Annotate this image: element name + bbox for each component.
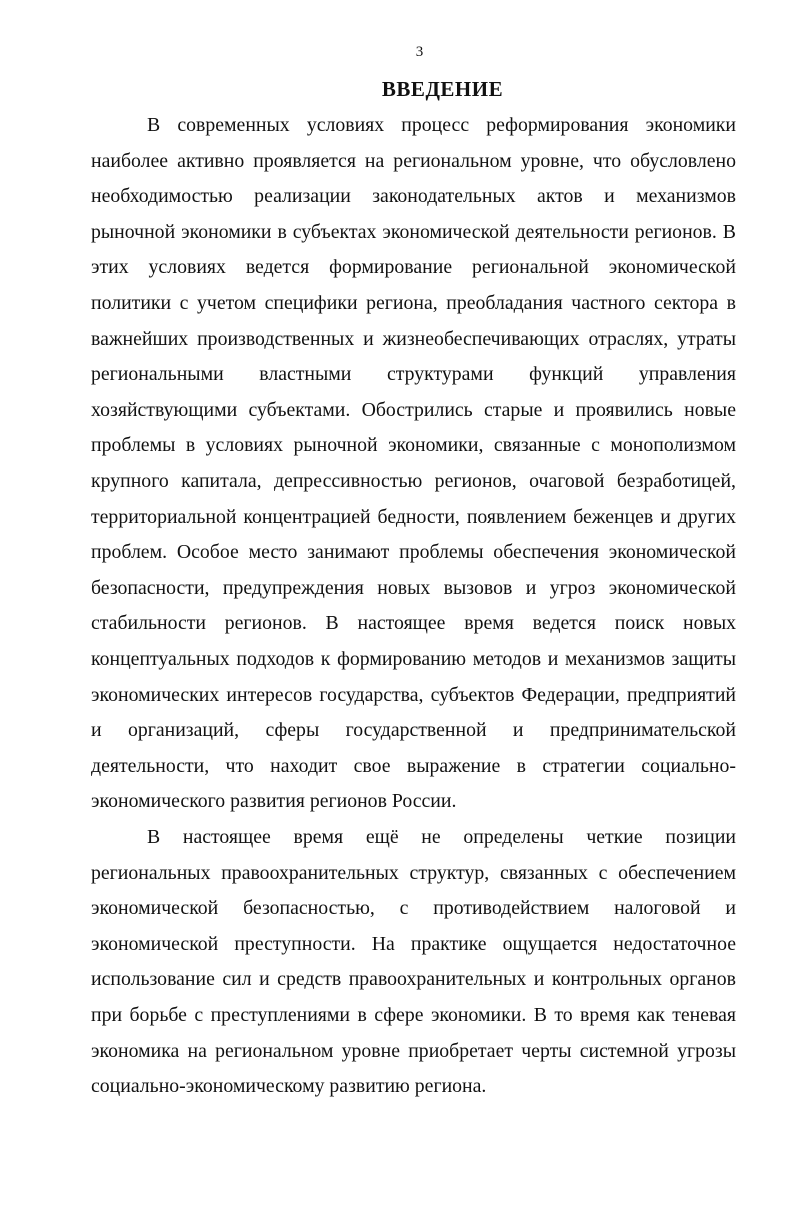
- body-paragraph-1: [91, 108, 736, 820]
- body-paragraph-2: [91, 820, 736, 1105]
- page-title: ВВЕДЕНИЕ: [381, 77, 504, 101]
- paragraph-text: В настоящее время ещё не определены четкие позиции региональных правоохранительных структур, связанных с обеспечением экономической безопасностью, с противодействием налоговой и экономической преступности. На практике ощущается недостаточное использование сил и средств правоохранительных и контрольных органов при борьбе с преступлениями в сфере экономики. В то время как теневая экономика на региональном уровне приобретает черты системной угрозы социально-экономическому развитию региона.: [91, 826, 736, 1098]
- page-number: 3: [415, 44, 424, 60]
- paragraph-text: В современных условиях процесс реформирования экономики наиболее активно проявляется на региональном уровне, что обусловлено необходимостью реализации законодательных актов и механизмов рыночной экономики в субъектах экономической деятельности регионов. В этих условиях ведется формирование региональной экономической политики с учетом специфики региона, преобладания частного сектора в важнейших производственных и жизнеобеспечивающих отраслях, утраты региональными властными структурами функций управления хозяйствующими субъектами. Обострились старые и проявились новые проблемы в условиях рыночной экономики, связанные с монополизмом крупного капитала, депрессивностью регионов, очаговой безработицей, территориальной концентрацией бедности, появлением беженцев и других проблем. Особое место занимают проблемы обеспечения экономической безопасности, предупреждения новых вызовов и угроз экономической стабильности регионов. В настоящее время ведется поиск новых концептуальных подходов к формированию методов и механизмов защиты экономических интересов государства, субъектов Федерации, предприятий и организаций, сферы государственной и предпринимательской деятельности, что находит свое выражение в стратегии социально-экономического развития регионов России.: [91, 114, 736, 813]
